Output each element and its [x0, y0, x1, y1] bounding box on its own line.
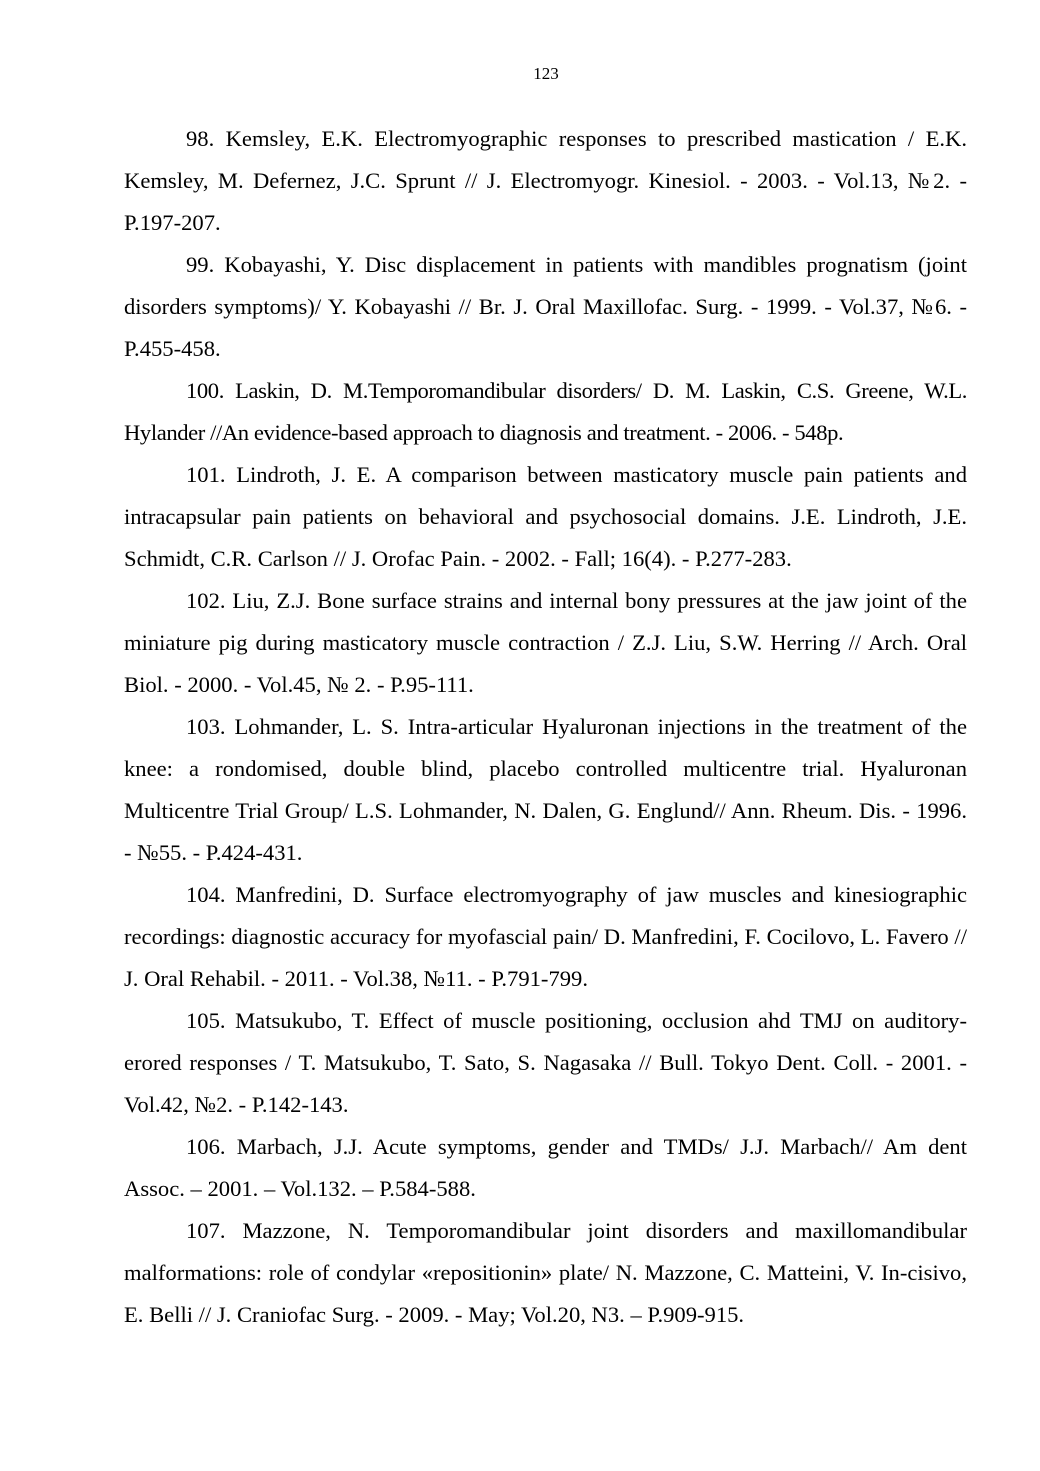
reference-list — [124, 118, 967, 1336]
reference-item-103: 103. Lohmander, L. S. Intra-articular Hyaluronan injections in the treatment of the knee: a rondomised, double blind, placebo controlled multicentre trial. Hyaluronan Multicentre Trial Group/ L.S. Lohmander, N. Dalen, G. Englund// Ann. Rheum. Dis. - 1996. - №55. - P.424-431. — [124, 714, 967, 865]
reference-item-102: 102. Liu, Z.J. Bone surface strains and internal bony pressures at the jaw joint of the miniature pig during masticatory muscle contraction / Z.J. Liu, S.W. Herring // Arch. Oral Biol. - 2000. - Vol.45, № 2. - P.95-111. — [124, 588, 967, 697]
reference-item-105: 105. Matsukubo, T. Effect of muscle positioning, occlusion ahd TMJ on auditory-erored responses / T. Matsukubo, T. Sato, S. Nagasaka // Bull. Tokyo Dent. Coll. - 2001. - Vol.42, №2. - P.142-143. — [124, 1008, 967, 1117]
reference-item-104: 104. Manfredini, D. Surface electromyography of jaw muscles and kinesiographic recordings: diagnostic accuracy for myofascial pain/ D. Manfredini, F. Cocilovo, L. Favero // J. Oral Rehabil. - 2011. - Vol.38, №11. - P.791-799. — [124, 882, 967, 991]
reference-item-100: 100. Laskin, D. M.Temporomandibular disorders/ D. M. Laskin, C.S. Greene, W.L. Hylander //An evidence-based approach to diagnosis and treatment. - 2006. - 548p. — [124, 378, 967, 445]
reference-item-101: 101. Lindroth, J. E. A comparison between masticatory muscle pain patients and intracapsular pain patients on behavioral and psychosocial domains. J.E. Lindroth, J.E. Schmidt, C.R. Carlson // J. Orofac Pain. - 2002. - Fall; 16(4). - P.277-283. — [124, 462, 967, 571]
reference-item-99: 99. Kobayashi, Y. Disc displacement in patients with mandibles prognatism (joint disorders symptoms)/ Y. Kobayashi // Br. J. Oral Maxillofac. Surg. - 1999. - Vol.37, №6. - P.455-458. — [124, 252, 967, 361]
reference-item-98: 98. Kemsley, E.K. Electromyographic responses to prescribed mastication / E.K. Kemsley, M. Defernez, J.C. Sprunt // J. Electromyogr. Kinesiol. - 2003. - Vol.13, №2. - P.197-207. — [124, 126, 967, 235]
page-number: 123 — [533, 64, 559, 83]
reference-item-106: 106. Marbach, J.J. Acute symptoms, gender and TMDs/ J.J. Marbach// Am dent Assoc. – 2001. – Vol.132. – P.584-588. — [124, 1134, 967, 1201]
reference-item-107: 107. Mazzone, N. Temporomandibular joint disorders and maxillomandibular malformations: role of condylar «repositionin» plate/ N. Mazzone, C. Matteini, V. In-cisivo, E. Belli // J. Craniofac Surg. - 2009. - May; Vol.20, N3. – P.909-915. — [124, 1218, 967, 1327]
